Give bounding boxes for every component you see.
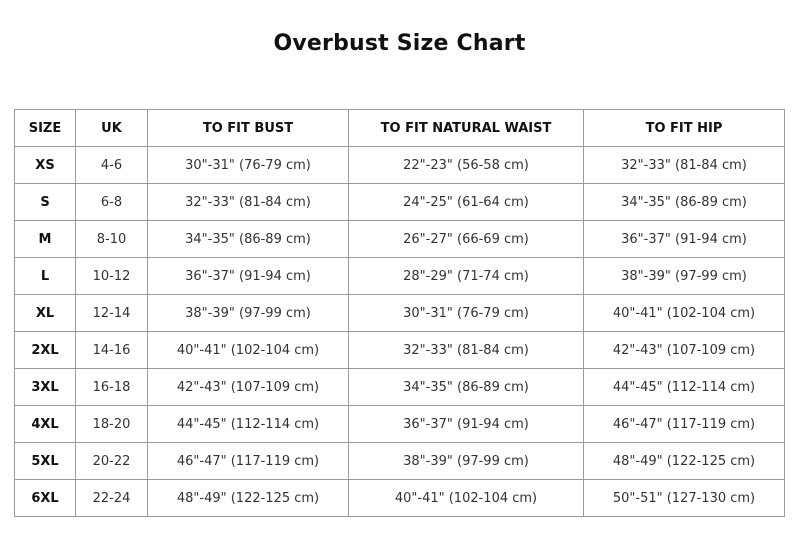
hip-cell: 48"-49" (122-125 cm)	[584, 443, 785, 480]
uk-cell: 16-18	[76, 369, 148, 406]
size-cell: 5XL	[15, 443, 76, 480]
size-cell: 3XL	[15, 369, 76, 406]
table-row	[15, 258, 785, 295]
page-title: Overbust Size Chart	[273, 31, 526, 56]
size-cell: 6XL	[15, 480, 76, 517]
hip-cell: 42"-43" (107-109 cm)	[584, 332, 785, 369]
uk-cell: 14-16	[76, 332, 148, 369]
hip-cell: 34"-35" (86-89 cm)	[584, 184, 785, 221]
table-row	[15, 147, 785, 184]
header-size: SIZE	[15, 110, 76, 147]
bust-cell: 38"-39" (97-99 cm)	[148, 295, 349, 332]
waist-cell: 36"-37" (91-94 cm)	[349, 406, 584, 443]
bust-cell: 44"-45" (112-114 cm)	[148, 406, 349, 443]
waist-cell: 34"-35" (86-89 cm)	[349, 369, 584, 406]
size-chart-table	[14, 109, 785, 517]
header-waist: TO FIT NATURAL WAIST	[349, 110, 584, 147]
table-row	[15, 332, 785, 369]
bust-cell: 36"-37" (91-94 cm)	[148, 258, 349, 295]
hip-cell: 46"-47" (117-119 cm)	[584, 406, 785, 443]
waist-cell: 24"-25" (61-64 cm)	[349, 184, 584, 221]
header-bust: TO FIT BUST	[148, 110, 349, 147]
uk-cell: 20-22	[76, 443, 148, 480]
size-cell: XL	[15, 295, 76, 332]
waist-cell: 26"-27" (66-69 cm)	[349, 221, 584, 258]
bust-cell: 46"-47" (117-119 cm)	[148, 443, 349, 480]
bust-cell: 32"-33" (81-84 cm)	[148, 184, 349, 221]
hip-cell: 44"-45" (112-114 cm)	[584, 369, 785, 406]
waist-cell: 32"-33" (81-84 cm)	[349, 332, 584, 369]
header-row	[15, 110, 785, 147]
table-row	[15, 184, 785, 221]
uk-cell: 12-14	[76, 295, 148, 332]
size-cell: S	[15, 184, 76, 221]
waist-cell: 38"-39" (97-99 cm)	[349, 443, 584, 480]
table-body	[15, 147, 785, 517]
table-header	[15, 110, 785, 147]
size-cell: 4XL	[15, 406, 76, 443]
table-row	[15, 369, 785, 406]
uk-cell: 8-10	[76, 221, 148, 258]
waist-cell: 22"-23" (56-58 cm)	[349, 147, 584, 184]
bust-cell: 48"-49" (122-125 cm)	[148, 480, 349, 517]
hip-cell: 50"-51" (127-130 cm)	[584, 480, 785, 517]
uk-cell: 4-6	[76, 147, 148, 184]
header-hip: TO FIT HIP	[584, 110, 785, 147]
table-row	[15, 443, 785, 480]
table-row	[15, 480, 785, 517]
uk-cell: 10-12	[76, 258, 148, 295]
uk-cell: 22-24	[76, 480, 148, 517]
uk-cell: 6-8	[76, 184, 148, 221]
bust-cell: 40"-41" (102-104 cm)	[148, 332, 349, 369]
waist-cell: 30"-31" (76-79 cm)	[349, 295, 584, 332]
waist-cell: 40"-41" (102-104 cm)	[349, 480, 584, 517]
table-row	[15, 221, 785, 258]
size-cell: L	[15, 258, 76, 295]
uk-cell: 18-20	[76, 406, 148, 443]
table-row	[15, 406, 785, 443]
hip-cell: 36"-37" (91-94 cm)	[584, 221, 785, 258]
bust-cell: 30"-31" (76-79 cm)	[148, 147, 349, 184]
bust-cell: 42"-43" (107-109 cm)	[148, 369, 349, 406]
waist-cell: 28"-29" (71-74 cm)	[349, 258, 584, 295]
table-row	[15, 295, 785, 332]
hip-cell: 32"-33" (81-84 cm)	[584, 147, 785, 184]
size-cell: XS	[15, 147, 76, 184]
hip-cell: 40"-41" (102-104 cm)	[584, 295, 785, 332]
size-cell: M	[15, 221, 76, 258]
hip-cell: 38"-39" (97-99 cm)	[584, 258, 785, 295]
size-cell: 2XL	[15, 332, 76, 369]
bust-cell: 34"-35" (86-89 cm)	[148, 221, 349, 258]
header-uk: UK	[76, 110, 148, 147]
